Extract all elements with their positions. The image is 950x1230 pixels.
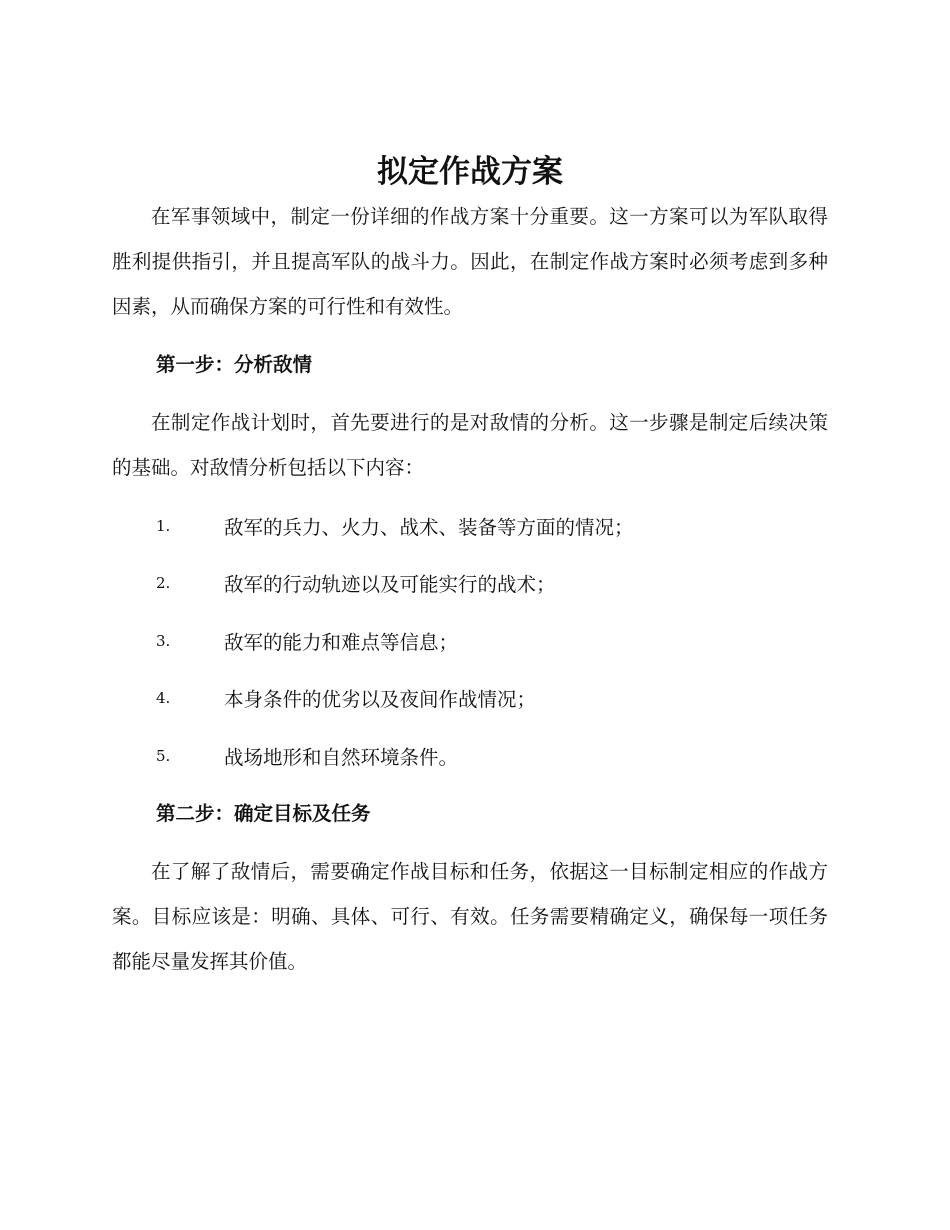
document-title: 拟定作战方案 bbox=[377, 154, 563, 190]
step1-paragraph: 在制定作战计划时，首先要进行的是对敌情的分析。这一步骤是制定后续决策的基础。对敌情分析包括以下内容： bbox=[112, 411, 828, 479]
list-item-text: 敌军的能力和难点等信息； bbox=[224, 630, 459, 654]
step2-heading: 第二步：确定目标及任务 bbox=[156, 801, 371, 825]
intro-paragraph: 在军事领域中，制定一份详细的作战方案十分重要。这一方案可以为军队取得胜利提供指引，并且提高军队的战斗力。因此，在制定作战方案时必须考虑到多种因素，从而确保方案的可行性和有效性。 bbox=[112, 205, 828, 318]
document-page bbox=[112, 150, 828, 984]
list-item-text: 敌军的兵力、火力、战术、装备等方面的情况； bbox=[224, 515, 634, 539]
list-item bbox=[112, 676, 828, 721]
list-item-number: 3. bbox=[156, 631, 171, 650]
list-item bbox=[112, 733, 828, 778]
list-item bbox=[112, 561, 828, 606]
step1-heading: 第一步：分析敌情 bbox=[156, 353, 313, 376]
list-item bbox=[112, 618, 828, 663]
enemy-analysis-list bbox=[112, 503, 828, 778]
list-item-number: 2. bbox=[156, 574, 171, 592]
list-item-number: 5. bbox=[156, 746, 171, 765]
list-item bbox=[112, 503, 828, 548]
list-item-text: 本身条件的优劣以及夜间作战情况； bbox=[224, 688, 537, 711]
list-item-number: 4. bbox=[156, 689, 171, 707]
list-item-text: 敌军的行动轨迹以及可能实行的战术； bbox=[224, 573, 556, 596]
step2-paragraph: 在了解了敌情后，需要确定作战目标和任务，依据这一目标制定相应的作战方案。目标应该是：明确、具体、可行、有效。任务需要精确定义，确保每一项任务都能尽量发挥其价值。 bbox=[112, 859, 828, 973]
list-item-number: 1. bbox=[156, 516, 171, 535]
list-item-text: 战场地形和自然环境条件。 bbox=[224, 745, 459, 769]
